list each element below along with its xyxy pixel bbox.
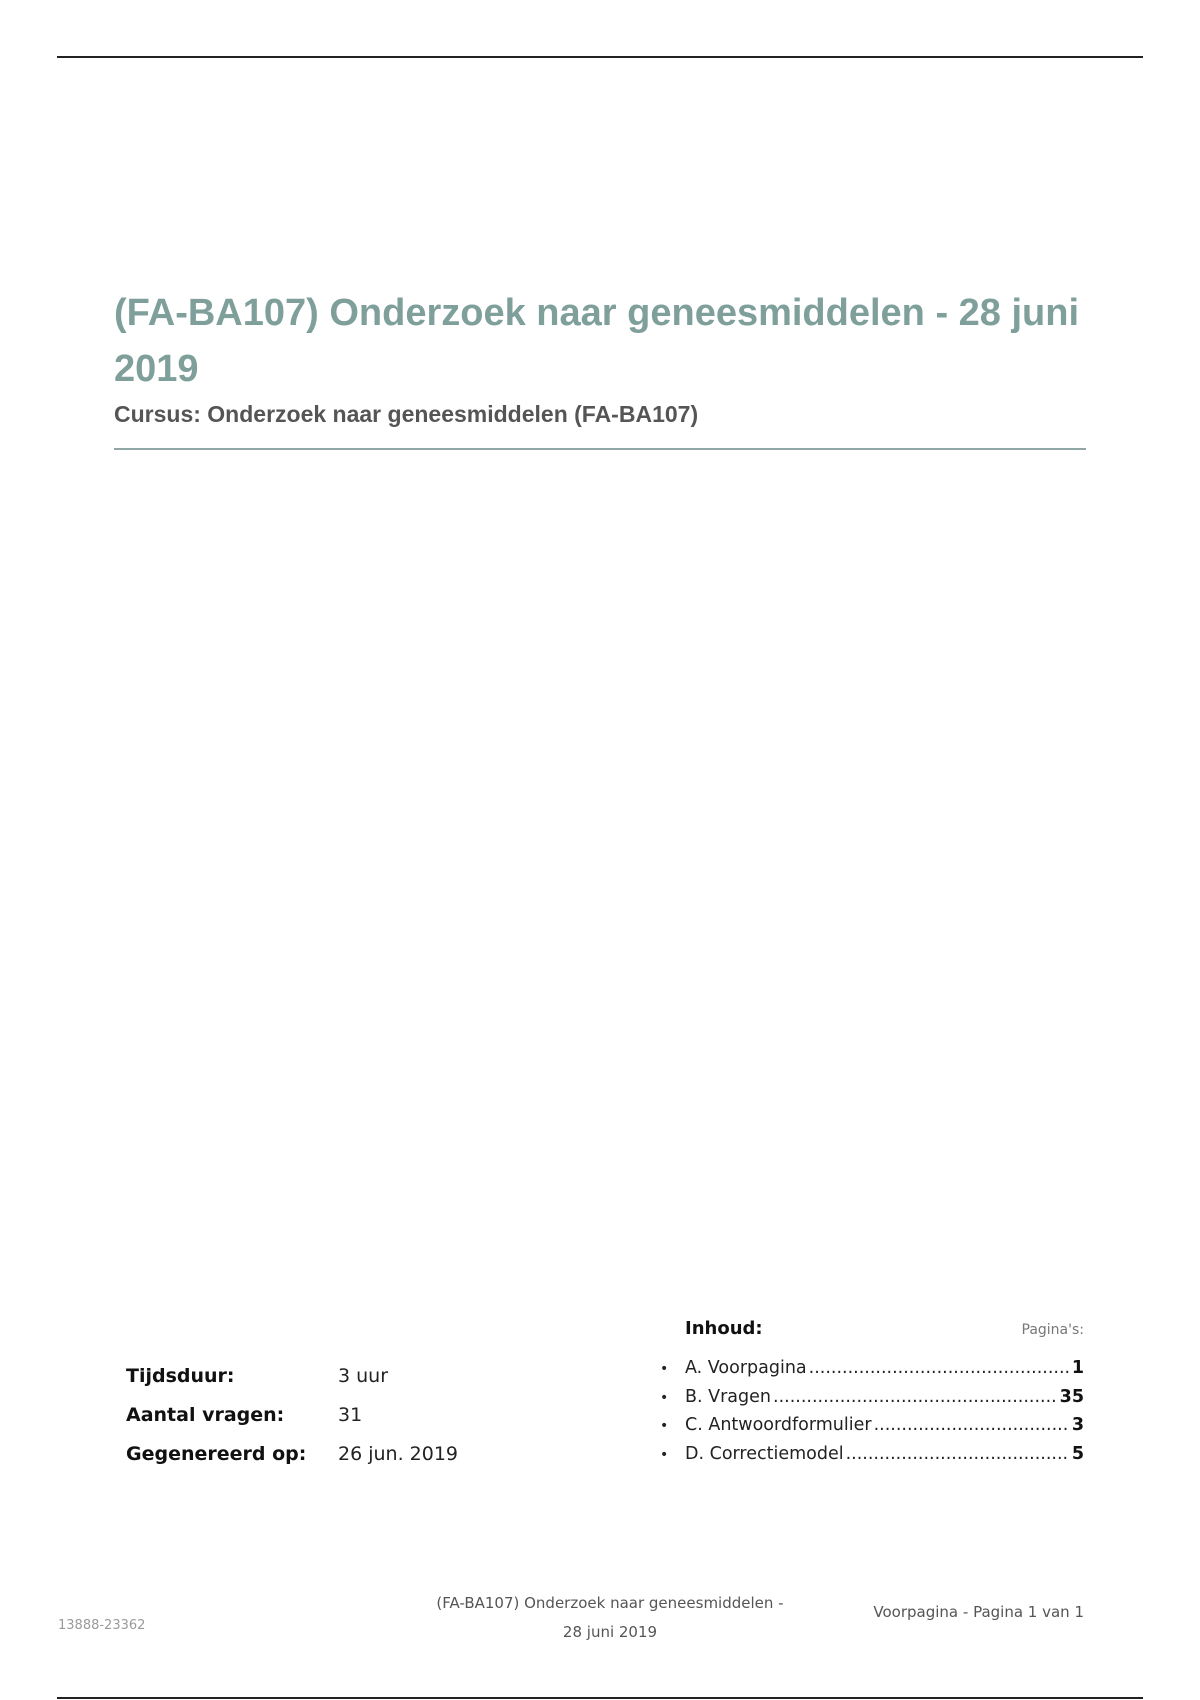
toc-item-antwoordformulier[interactable] — [660, 1415, 1084, 1444]
dot-leader — [809, 1358, 1070, 1378]
meta-label: Gegenereerd op: — [126, 1442, 307, 1465]
meta-row-duration — [126, 1356, 458, 1395]
toc-list — [660, 1358, 1084, 1472]
exam-details — [126, 1356, 458, 1473]
bottom-rule — [57, 1697, 1143, 1699]
toc-item-voorpagina[interactable] — [660, 1358, 1084, 1387]
footer-document-id: 13888-23362 — [58, 1618, 146, 1633]
dot-leader — [773, 1387, 1058, 1407]
bullet-icon: • — [660, 1418, 669, 1434]
course-subtitle: Cursus: Onderzoek naar geneesmiddelen (FA-BA107) — [114, 401, 699, 427]
footer-page-indicator: Voorpagina - Pagina 1 van 1 — [873, 1603, 1084, 1621]
bullet-icon: • — [660, 1389, 669, 1406]
toc-item-page: 35 — [1059, 1386, 1084, 1407]
footer-title-line-2: 28 juni 2019 — [562, 1623, 658, 1641]
meta-label: Tijdsduur: — [126, 1364, 235, 1387]
bullet-icon: • — [660, 1361, 669, 1377]
toc-item-label: D. Correctiemodel — [685, 1443, 844, 1464]
toc-item-page: 1 — [1071, 1358, 1084, 1378]
meta-label: Aantal vragen: — [126, 1403, 285, 1426]
toc-item-label: A. Voorpagina — [685, 1358, 807, 1378]
toc-title: Inhoud: — [685, 1318, 763, 1339]
top-rule — [57, 56, 1143, 58]
toc-item-label: B. Vragen — [685, 1386, 771, 1407]
toc-item-page: 5 — [1071, 1443, 1084, 1464]
meta-value: 31 — [338, 1403, 363, 1426]
toc-item-correctiemodel[interactable] — [660, 1444, 1084, 1473]
meta-value: 26 jun. 2019 — [338, 1442, 459, 1465]
meta-row-generated-on — [126, 1434, 458, 1473]
toc-item-vragen[interactable] — [660, 1387, 1084, 1416]
footer-title — [410, 1589, 810, 1647]
footer-title-line-1: (FA-BA107) Onderzoek naar geneesmiddelen - — [436, 1594, 784, 1612]
toc-header — [660, 1318, 1084, 1358]
bullet-icon: • — [660, 1446, 669, 1463]
title-block — [114, 285, 1090, 428]
dot-leader — [874, 1415, 1070, 1435]
title-underline — [114, 448, 1086, 450]
meta-row-question-count — [126, 1395, 458, 1434]
dot-leader — [846, 1444, 1070, 1464]
toc-pages-label: Pagina's: — [1021, 1322, 1084, 1338]
toc-item-page: 3 — [1071, 1415, 1084, 1435]
document-title: (FA-BA107) Onderzoek naar geneesmiddelen - 28 juni 2019 — [114, 292, 1080, 390]
meta-value: 3 uur — [338, 1364, 389, 1387]
table-of-contents — [660, 1318, 1084, 1472]
toc-item-label: C. Antwoordformulier — [685, 1415, 872, 1435]
